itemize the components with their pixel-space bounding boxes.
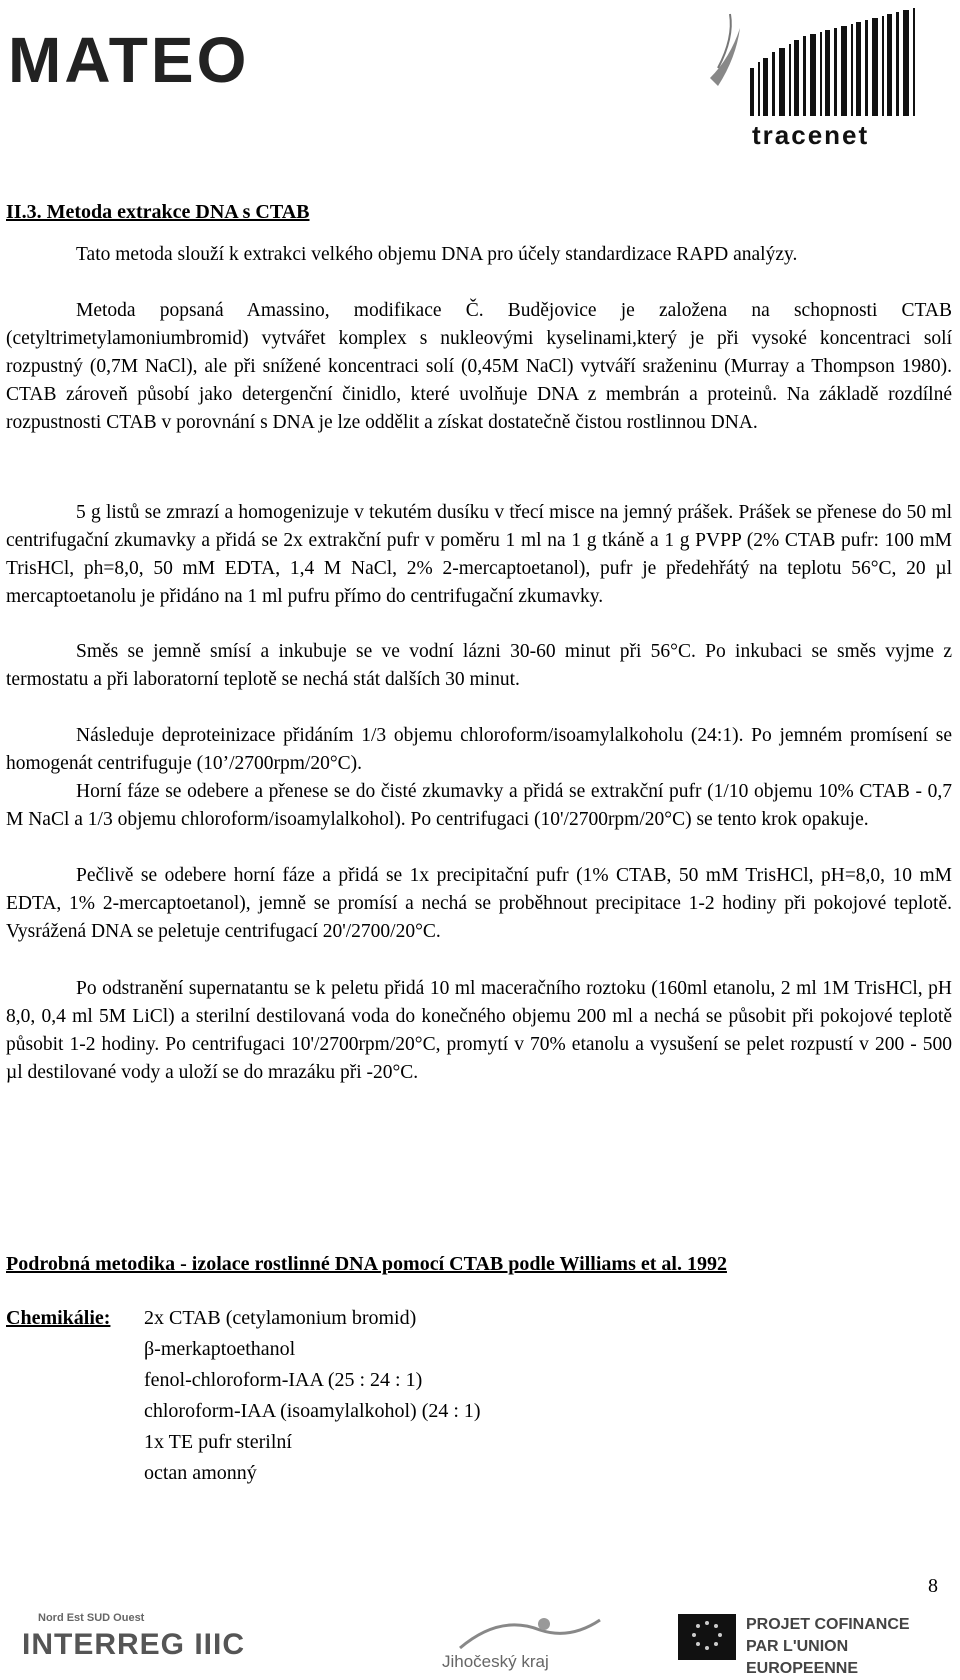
paragraph-intro: Tato metoda slouží k extrakci velkého objemu DNA pro účely standardizace RAPD analýzy. [76,244,798,265]
tracenet-logo [700,8,950,148]
paragraph-supernatant: Po odstranění supernatantu se k peletu přidá 10 ml maceračního roztoku (160ml etanolu, 2 ml 1M TrisHCl, pH 8,0, 0,4 ml 5M LiCl) a sterilní destilovaná voda do konečného objemu 200 ml a nechá se působit při pokojové teplotě působit 1-2 hodiny. Po centrifugaci 10'/2700rpm/20°C, promytí v 70% etanolu a vysušení se pelet rozpustí v 200 - 500 µl destilované vody a uloží se do mrazáku při -20°C. [6,978,952,1083]
chemicals-label: Chemikálie: [6,1307,111,1329]
detailed-method-heading: Podrobná metodika - izolace rostlinné DNA pomocí CTAB podle Williams et al. 1992 [6,1253,727,1275]
paragraph-homogenization: 5 g listů se zmrazí a homogenizuje v tekutém dusíku v třecí misce na jemný prášek. Prášek se přenese do 50 ml centrifugační zkumavky a přidá se 2x extrakční pufr v poměru 1 ml na 1 g tkáně a 1 g PVPP (2% CTAB pufr: 100 mM TrisHCl, ph=8,0, 50 mM EDTA, 1,4 M NaCl, 2% 2-mercaptoetanol), pufr je předehřátý na teplotu 56°C, 20 µl mercaptoetanolu je přidáno na 1 ml pufru přímo do centrifugační zkumavky. [6,502,952,607]
interreg-logo: INTERREG IIIC [22,1628,246,1661]
chemicals-list [144,1303,481,1489]
chemical-item: fenol-chloroform-IAA (25 : 24 : 1) [144,1369,423,1391]
chemical-item: 1x TE pufr sterilní [144,1431,292,1453]
eu-flag-icon [678,1614,736,1660]
chemical-item: chloroform-IAA (isoamylalkohol) (24 : 1) [144,1400,481,1422]
chemical-item: 2x CTAB (cetylamonium bromid) [144,1307,417,1329]
region-emblem-icon [440,1610,620,1654]
interreg-tagline: Nord Est SUD Ouest [38,1612,145,1624]
jihocesky-kraj-logo [440,1610,620,1676]
paragraph-upper-phase: Horní fáze se odebere a přenese se do čisté zkumavky a přidá se extrakční pufr (1/10 objemu 10% CTAB - 0,7 M NaCl a 1/3 objemu chloroform/isoamylalkohol). Po centrifugaci (10'/2700rpm/20°C) se tento krok opakuje. [6,781,952,830]
page-number: 8 [928,1575,938,1597]
chemical-item: β-merkaptoethanol [144,1338,296,1360]
tracenet-wordmark: tracenet [752,120,870,150]
jihocesky-kraj-text: Jihočeský kraj [442,1652,549,1671]
eu-cofinance-text: PROJET COFINANCE PAR L'UNION EUROPEENNE [746,1616,910,1677]
paragraph-precipitation: Pečlivě se odebere horní fáze a přidá se 1x precipitační pufr (1% CTAB, 50 mM TrisHCl, pH=8,0, 10 mM EDTA, 1% 2-mercaptoetanol), jemně se promísí a nechá se proběhnout precipitace 1-2 hodiny při pokojové teplotě. Vysrážená DNA se peletuje centrifugací 20'/2700/20°C. [6,865,952,942]
mateo-logo: MATEO [8,24,250,96]
chemical-item: octan amonný [144,1462,257,1484]
paragraph-method: Metoda popsaná Amassino, modifikace Č. Budějovice je založena na schopnosti CTAB (cetyltrimetylamoniumbromid) vytvářet komplex s nukleovými kyselinami,který je při vysoké koncentraci solí rozpustný (0,7M NaCl), ale při snížené koncentraci solí (0,45M NaCl) vytváří sraženinu (Murray a Thompson 1980). CTAB zároveň působí jako detergenční činidlo, které uvolňuje DNA z membrán a proteinů. Na základě rozdílné rozpustnosti CTAB v porovnání s DNA je lze oddělit a získat dostatečně čistou rostlinnou DNA. [6,300,952,433]
paragraph-deproteinization: Následuje deproteinizace přidáním 1/3 objemu chloroform/isoamylalkoholu (24:1). Po jemném promísení se homogenát centrifuguje (10’/2700rpm/20°C). [6,725,952,774]
paragraph-incubation: Směs se jemně smísí a inkubuje se ve vodní lázni 30-60 minut při 56°C. Po inkubaci se směs vyjme z termostatu a při laboratorní teplotě se nechá stát dalších 30 minut. [6,641,952,690]
barcode-icon [700,8,950,120]
section-title: II.3. Metoda extrakce DNA s CTAB [6,201,310,223]
